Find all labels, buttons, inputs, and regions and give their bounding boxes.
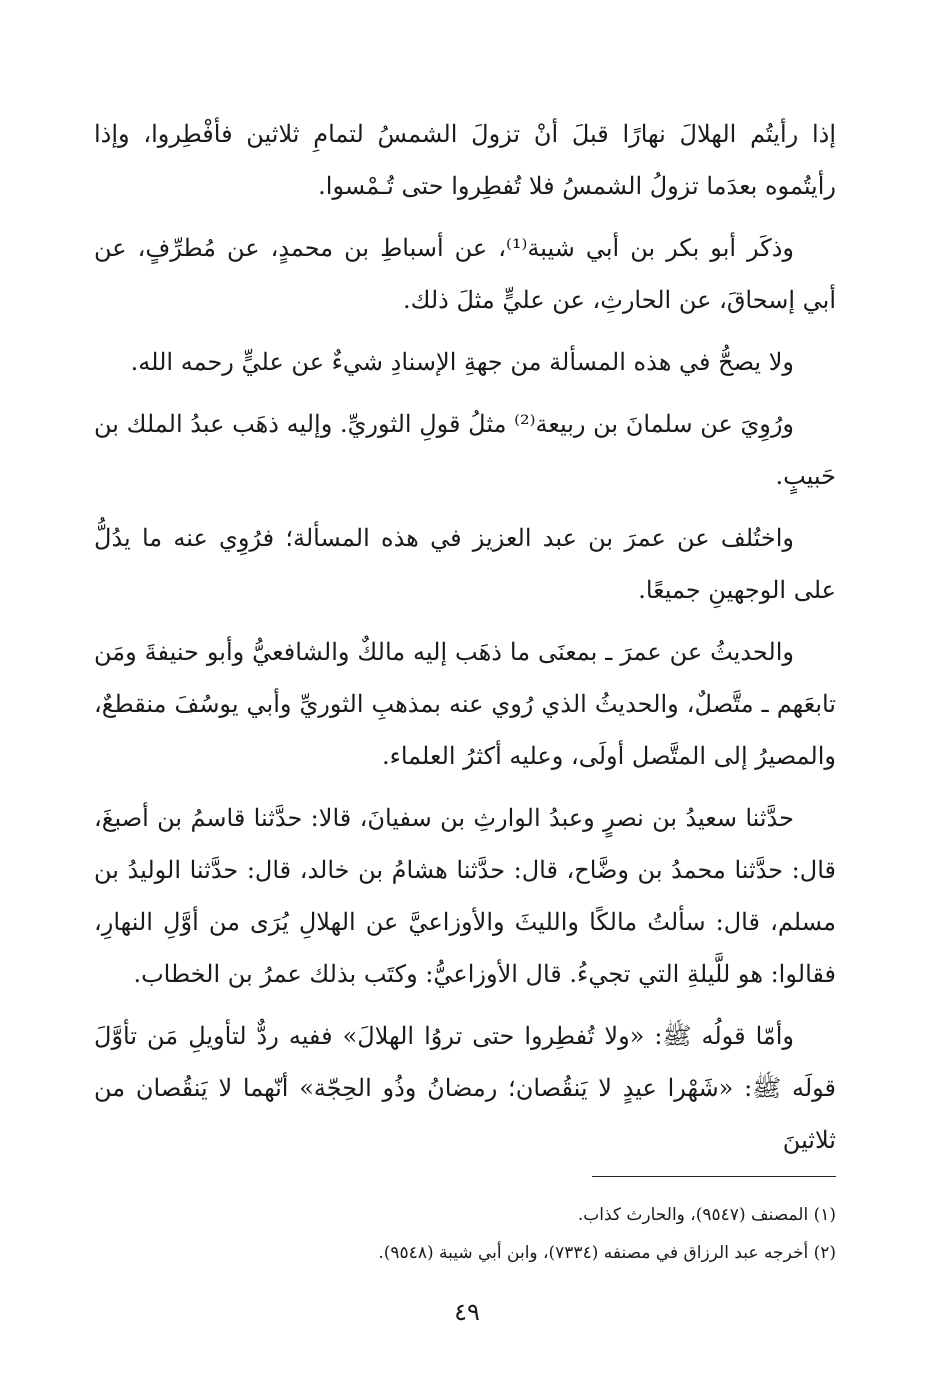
footnote-divider [592, 1176, 836, 1177]
paragraph-8: وأمّا قولُه ﷺ: «ولا تُفطِروا حتى تروُا الهلالَ» ففيه ردٌّ لتأويلِ مَن تأوَّلَ قولَه ﷺ: «شَهْرا عيدٍ لا يَنقُصان؛ رمضانُ وذُو الحِجّة» أنّهما لا يَنقُصان من ثلاثينَ [94, 1022, 836, 1154]
paragraph-5: واختُلف عن عمرَ بن عبد العزيز في هذه المسألة؛ فرُوِي عنه ما يدُلُّ على الوجهينِ جميعًا. [94, 524, 836, 604]
paragraph-2: وذكَر أبو بكر بن أبي شيبة⁽¹⁾، عن أسباطِ بن محمدٍ، عن مُطرِّفٍ، عن أبي إسحاقَ، عن الحارثِ، عن عليٍّ مثلَ ذلك. [94, 234, 836, 314]
main-text-body [94, 108, 836, 1176]
paragraph-1: إذا رأيتُم الهلالَ نهارًا قبلَ أنْ تزولَ الشمسُ لتمامِ ثلاثين فأفْطِروا، وإذا رأيتُموه بعدَما تزولُ الشمسُ فلا تُفطِروا حتى تُـمْسوا. [94, 120, 836, 200]
paragraph-6: والحديثُ عن عمرَ ـ بمعنَى ما ذهَب إليه مالكٌ والشافعيُّ وأبو حنيفةَ ومَن تابعَهم ـ متَّصلٌ، والحديثُ الذي رُوي عنه بمذهبِ الثوريِّ وأبي يوسُفَ منقطعٌ، والمصيرُ إلى المتَّصل أولَى، وعليه أكثرُ العلماء. [94, 638, 836, 770]
paragraph-4: ورُوِيَ عن سلمانَ بن ربيعة⁽²⁾ مثلُ قولِ الثوريِّ. وإليه ذهَب عبدُ الملك بن حَبيبٍ. [94, 410, 836, 490]
page-number: ٤٩ [454, 1298, 480, 1326]
paragraph-3: ولا يصحُّ في هذه المسألة من جهةِ الإسنادِ شيءٌ عن عليٍّ رحمه الله. [130, 348, 794, 376]
footnotes-section [94, 1196, 836, 1272]
footnote-2: (٢) أخرجه عبد الرزاق في مصنفه (٧٣٣٤)، وابن أبي شيبة (٩٥٤٨). [378, 1243, 836, 1263]
paragraph-7: حدَّثنا سعيدُ بن نصرٍ وعبدُ الوارثِ بن سفيانَ، قالا: حدَّثنا قاسمُ بن أصبغَ، قال: حدَّثنا محمدُ بن وضَّاح، قال: حدَّثنا هشامُ بن خالد، قال: حدَّثنا الوليدُ بن مسلم، قال: سألتُ مالكًا والليثَ والأوزاعيَّ عن الهلالِ يُرَى من أوَّلِ النهارِ، فقالوا: هو للَّيلةِ التي تجيءُ. قال الأوزاعيُّ: وكتَب بذلك عمرُ بن الخطاب. [94, 804, 837, 988]
footnote-1: (١) المصنف (٩٥٤٧)، والحارث كذاب. [577, 1205, 836, 1225]
